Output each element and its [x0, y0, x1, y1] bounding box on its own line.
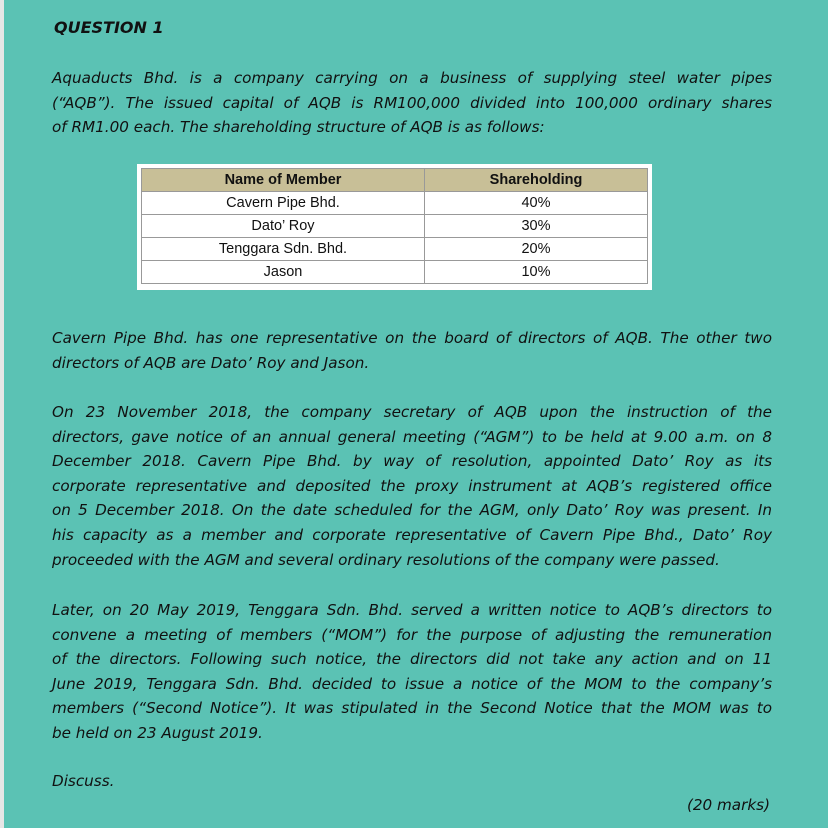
question-title: QUESTION 1 [54, 18, 164, 37]
text-line: directors, gave notice of an annual general meeting (“AGM”) to be held at 9.00 a.m. on 8 [52, 427, 772, 446]
paragraph-directors [52, 326, 772, 375]
shareholding-table [141, 168, 648, 284]
shareholding-table-container [137, 164, 652, 290]
page-edge [0, 0, 4, 828]
text-line: June 2019, Tenggara Sdn. Bhd. decided to issue a notice of the MOM to the company’s [52, 674, 772, 693]
member-name: Jason [142, 261, 425, 284]
table-row [142, 215, 648, 238]
text-line: December 2018. Cavern Pipe Bhd. by way of resolution, appointed Dato’ Roy as its [52, 452, 772, 471]
paragraph-mom [52, 598, 772, 746]
text-line: Cavern Pipe Bhd. has one representative on the board of directors of AQB. The other two [52, 329, 772, 347]
shareholding-value: 10% [425, 261, 648, 284]
member-name: Cavern Pipe Bhd. [142, 192, 425, 215]
table-row [142, 261, 648, 284]
text-line: (“AQB”). The issued capital of AQB is RM100,000 divided into 100,000 ordinary shares [52, 93, 772, 112]
shareholding-value: 30% [425, 215, 648, 238]
member-name: Tenggara Sdn. Bhd. [142, 238, 425, 261]
discuss-instruction: Discuss. [52, 772, 115, 790]
column-header: Name of Member [142, 169, 425, 192]
table-header-row [142, 169, 648, 192]
shareholding-value: 40% [425, 192, 648, 215]
table-row [142, 238, 648, 261]
text-line: be held on 23 August 2019. [52, 723, 263, 742]
paragraph-agm [52, 400, 772, 572]
text-line: corporate representative and deposited the proxy instrument at AQB’s registered office [52, 476, 772, 495]
text-line: proceeded with the AGM and several ordinary resolutions of the company were passed. [52, 550, 720, 569]
text-line: directors of AQB are Dato’ Roy and Jason. [52, 353, 370, 372]
text-line: convene a meeting of members (“MOM”) for the purpose of adjusting the remuneration [52, 625, 772, 644]
text-line: of the directors. Following such notice, the directors did not take any action and on 11 [52, 650, 772, 669]
marks-label: (20 marks) [686, 796, 770, 814]
text-line: his capacity as a member and corporate representative of Cavern Pipe Bhd., Dato’ Roy [52, 525, 772, 544]
table-row [142, 192, 648, 215]
shareholding-value: 20% [425, 238, 648, 261]
text-line: of RM1.00 each. The shareholding structure of AQB is as follows: [52, 118, 545, 137]
text-line: Later, on 20 May 2019, Tenggara Sdn. Bhd. served a written notice to AQB’s directors to [52, 601, 772, 619]
text-line: On 23 November 2018, the company secretary of AQB upon the instruction of the [52, 403, 772, 421]
member-name: Dato’ Roy [142, 215, 425, 238]
column-header: Shareholding [425, 169, 648, 192]
text-line: members (“Second Notice”). It was stipulated in the Second Notice that the MOM was to [52, 699, 772, 718]
text-line: on 5 December 2018. On the date scheduled for the AGM, only Dato’ Roy was present. In [52, 501, 772, 520]
paragraph-intro [52, 66, 772, 140]
text-line: Aquaducts Bhd. is a company carrying on a business of supplying steel water pipes [52, 69, 772, 87]
